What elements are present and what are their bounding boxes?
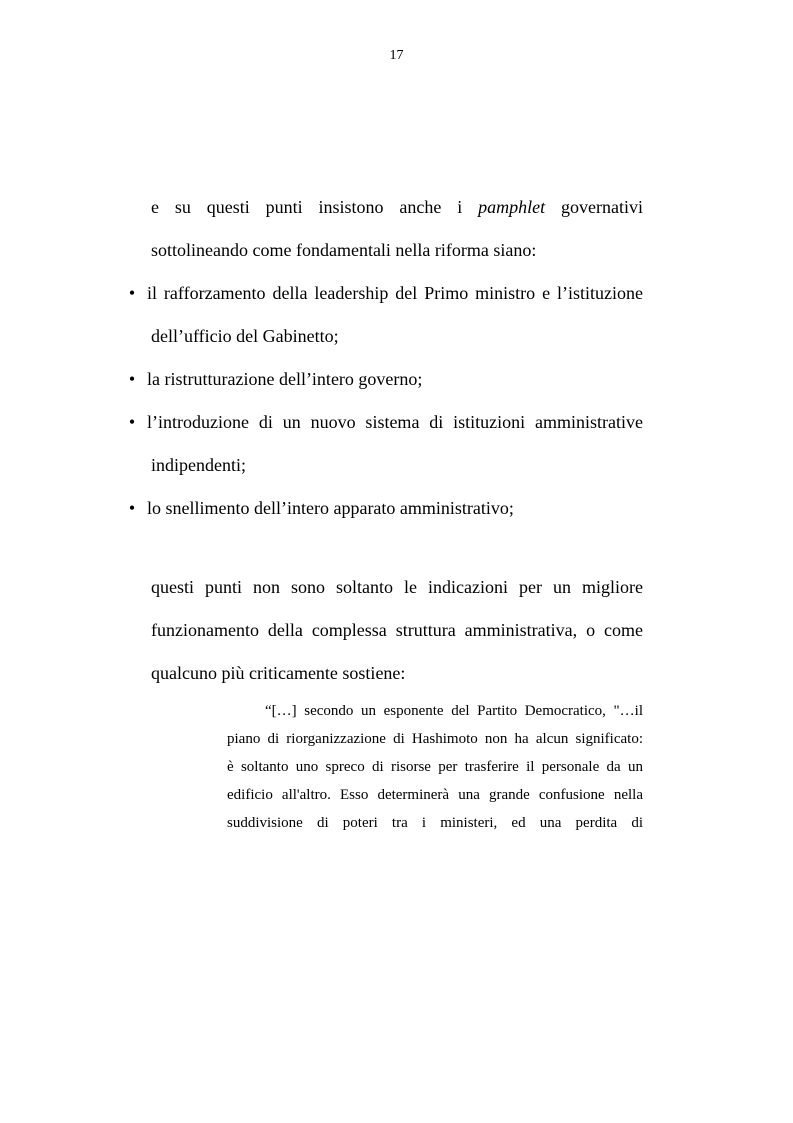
paragraph-line: questi punti non sono soltanto le indicazioni per un migliore <box>151 577 643 597</box>
list-item <box>127 358 643 401</box>
list-item-line-1: lo snellimento dell’intero apparato amministrativo; <box>147 498 514 518</box>
quote-line: suddivisione di poteri tra i ministeri, ed una perdita di <box>227 815 643 831</box>
list-item <box>127 401 643 487</box>
intro-line-1 <box>151 186 643 229</box>
intro-text-before: e su questi punti insistono anche i <box>151 197 479 217</box>
paragraph-line: qualcuno più criticamente sostiene: <box>151 663 406 683</box>
intro-text-after: governativi <box>545 197 643 217</box>
quote-line: piano di riorganizzazione di Hashimoto non ha alcun significato: <box>227 731 643 747</box>
page-number: 17 <box>389 48 404 63</box>
list-item-line-1: l’introduzione di un nuovo sistema di istituzioni amministrative <box>147 412 643 432</box>
list-item <box>127 487 643 530</box>
paragraph-line: funzionamento della complessa struttura amministrativa, o come <box>151 620 643 640</box>
quote-line: “[…] secondo un esponente del Partito Democratico, "…il <box>265 703 643 719</box>
reform-points-list <box>127 272 643 530</box>
list-item-line-1: la ristrutturazione dell’intero governo; <box>147 369 423 389</box>
quote-line: è soltanto uno spreco di risorse per trasferire il personale da un <box>227 759 643 775</box>
intro-italic-term: pamphlet <box>478 197 546 217</box>
block-quote <box>227 697 643 837</box>
list-item-line-2: indipendenti; <box>151 455 246 475</box>
bullet-icon: • <box>128 283 136 303</box>
list-item-line-1: il rafforzamento della leadership del Primo ministro e l’istituzione <box>147 283 643 303</box>
bullet-icon: • <box>128 498 136 518</box>
list-item-line-2: dell’ufficio del Gabinetto; <box>151 326 339 346</box>
list-item <box>127 272 643 358</box>
quote-line: edificio all'altro. Esso determinerà una grande confusione nella <box>227 787 643 803</box>
intro-paragraph <box>151 186 643 272</box>
intro-line-2: sottolineando come fondamentali nella riforma siano: <box>151 240 537 260</box>
bullet-icon: • <box>128 369 136 389</box>
second-paragraph <box>151 566 643 695</box>
bullet-icon: • <box>128 412 136 432</box>
